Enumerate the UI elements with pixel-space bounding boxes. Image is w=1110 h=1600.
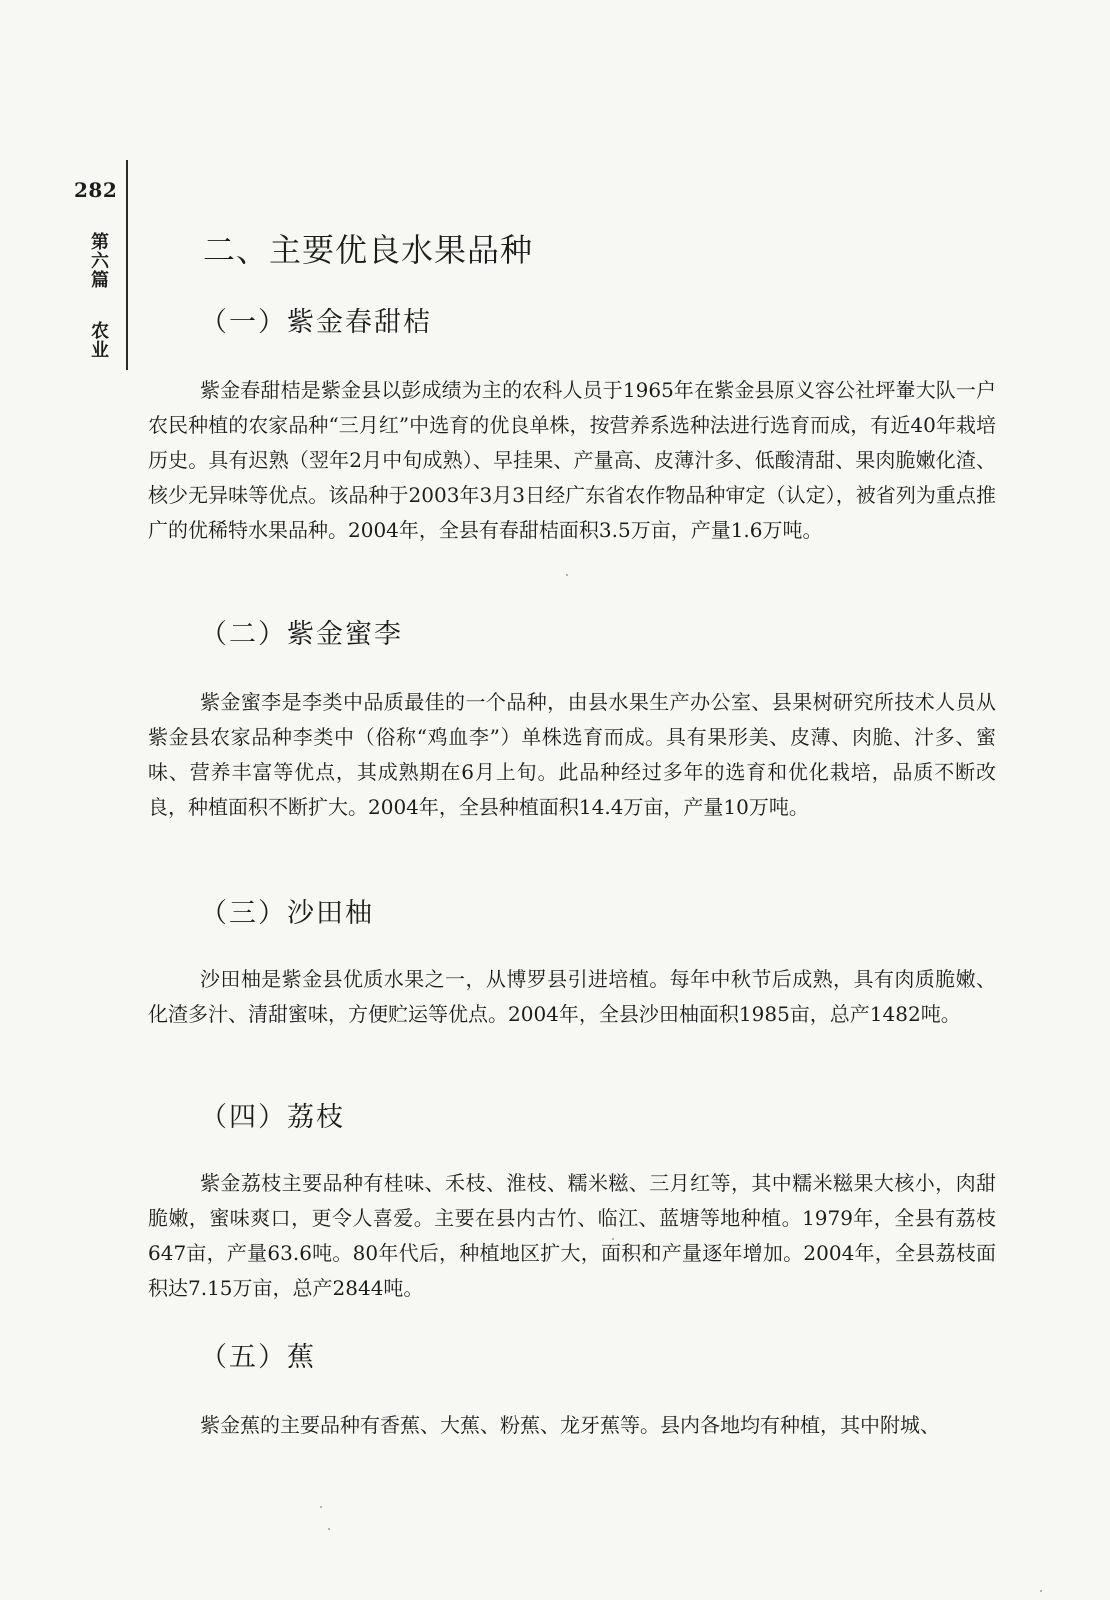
subsection-heading-2: （二）紫金蜜李 [200, 619, 403, 650]
subsection-paragraph-5: 紫金蕉的主要品种有香蕉、大蕉、粉蕉、龙牙蕉等。县内各地均有种植，其中附城、 [200, 1413, 940, 1437]
subsection-heading-3: （三）沙田柚 [200, 898, 374, 929]
subsection-paragraph-3: 沙田柚是紫金县优质水果之一，从博罗县引进培植。每年中秋节后成熟，具有肉质脆嫩、化渣多汁、清甜蜜味，方便贮运等优点。2004年，全县沙田柚面积1985亩，总产1482吨。 [148, 967, 996, 1026]
running-head [80, 232, 116, 359]
page-number: 282 [74, 178, 118, 202]
scan-speck [320, 1506, 322, 1508]
subsection-paragraph-1: 紫金春甜桔是紫金县以彭成绩为主的农科人员于1965年在紫金县原义容公社坪輋大队一户农民种植的农家品种“三月红”中选育的优良单株，按营养系选种法进行选育而成，有近40年栽培历史。具有迟熟（翌年2月中旬成熟）、早挂果、产量高、皮薄汁多、低酸清甜、果肉脆嫩化渣、核少无异味等优点。该品种于2003年3月3日经广东省农作物品种审定（认定），被省列为重点推广的优稀特水果品种。2004年，全县有春甜桔面积3.5万亩，产量1.6万吨。 [148, 378, 996, 542]
margin-rule [126, 160, 128, 370]
subsection-paragraph-2: 紫金蜜李是李类中品质最佳的一个品种，由县水果生产办公室、县果树研究所技术人员从紫金县农家品种李类中（俗称“鸡血李”）单株选育而成。具有果形美、皮薄、肉脆、汁多、蜜味、营养丰富等优点，其成熟期在6月上旬。此品种经过多年的选育和优化栽培，品质不断改良，种植面积不断扩大。2004年，全县种植面积14.4万亩，产量10万吨。 [148, 690, 996, 819]
section-heading: 二、主要优良水果品种 [203, 231, 534, 269]
subsection-heading-5: （五）蕉 [200, 1342, 316, 1373]
scan-speck [1040, 1590, 1042, 1592]
scan-speck [328, 1528, 330, 1530]
subsection-heading-1: （一）紫金春甜桔 [200, 307, 432, 338]
scan-speck [612, 1238, 614, 1240]
running-head-part: 第六篇 [88, 232, 109, 289]
running-head-section: 农业 [88, 321, 109, 359]
scan-speck [566, 574, 568, 576]
subsection-paragraph-4: 紫金荔枝主要品种有桂味、禾枝、淮枝、糯米糍、三月红等，其中糯米糍果大核小，肉甜脆嫩，蜜味爽口，更令人喜爱。主要在县内古竹、临江、蓝塘等地种植。1979年，全县有荔枝647亩，产量63.6吨。80年代后，种植地区扩大，面积和产量逐年增加。2004年，全县荔枝面积达7.15万亩，总产2844吨。 [148, 1171, 996, 1300]
subsection-heading-4: （四）荔枝 [200, 1102, 345, 1133]
